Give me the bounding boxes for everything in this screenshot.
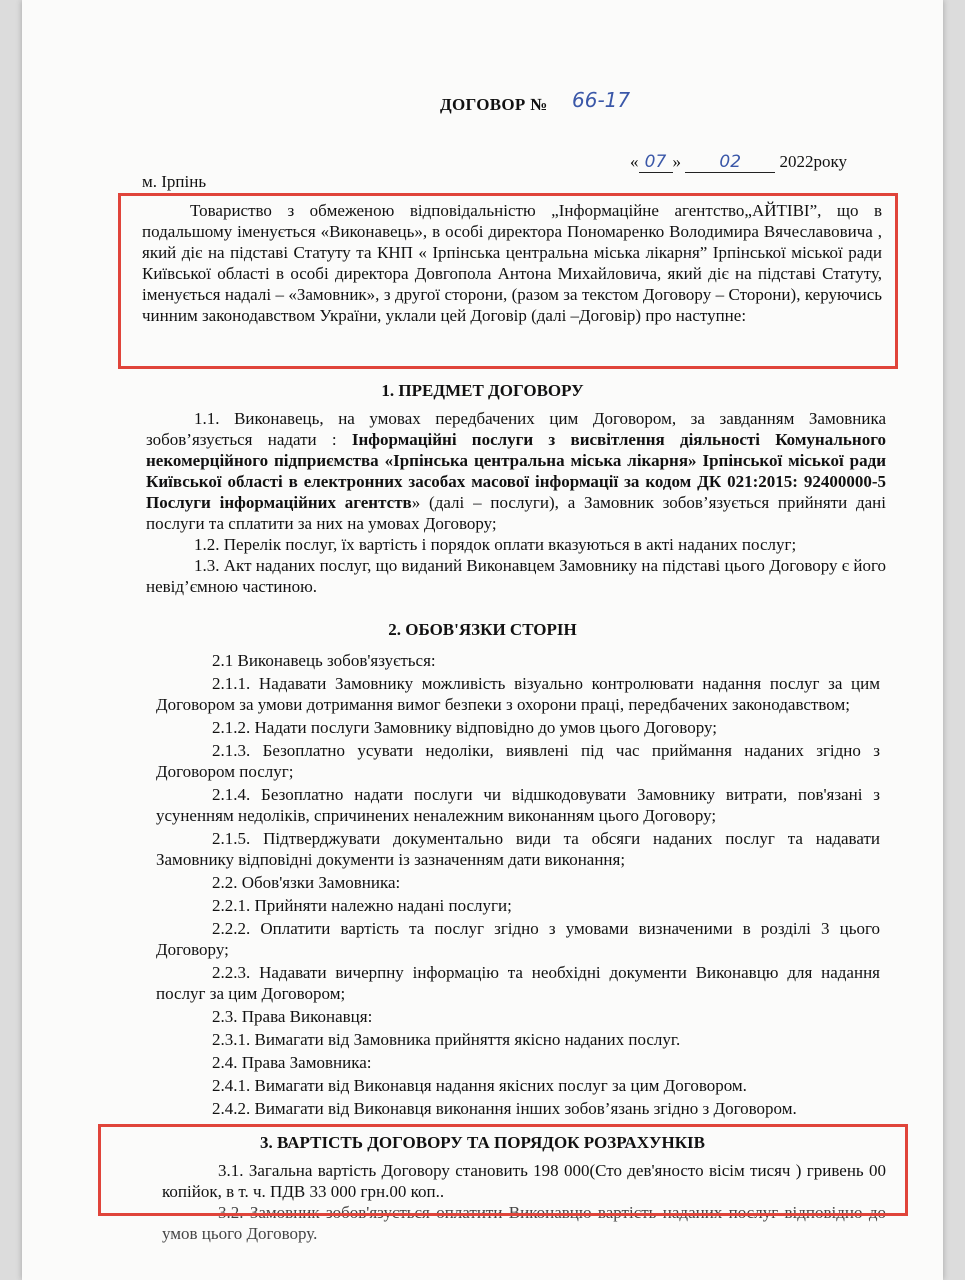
clause-1-2: 1.2. Перелік послуг, їх вартість і порядок оплати вказуються в акті наданих послуг; <box>194 535 797 554</box>
contract-number: 66-17 <box>572 88 631 112</box>
document-page <box>22 0 943 1280</box>
date-month: 02 <box>685 152 775 173</box>
clause-2-1-2: 2.1.2. Надати послуги Замовнику відповідно до умов цього Договору; <box>212 718 717 737</box>
clause-2-2-2: 2.2.2. Оплатити вартість та послуг згідно з умовами визначеними в розділі 3 цього Договору; <box>156 919 880 959</box>
clause-2-2-1: 2.2.1. Прийняти належно надані послуги; <box>212 896 512 915</box>
contract-date: « 07 » 02 2022року <box>630 152 848 172</box>
clause-2-2: 2.2. Обов'язки Замовника: <box>212 873 401 892</box>
clause-1-1: 1.1. Виконавець, на умовах передбачених цим Договором, за завданням Замовника зобов’язується надати : Інформаційні послуги з висвітлення діяльності Комунального некомерційного підприємства «Ірпінська центральна міська лікарня» Ірпінської міської ради Київської області в електронних засобах масової інформації за кодом ДК 021:2015: 92400000-5 Послуги інформаційних агентств» (далі – послуги), а Замовник зобов’язується прийняти дані послуги та сплатити за них на умовах Договору; <box>146 409 886 533</box>
clause-3-1: 3.1. Загальна вартість Договору становить 198 000(Сто дев'яносто вісім тисяч ) гривень 00 копійок, в т. ч. ПДВ 33 000 грн.00 коп.. <box>162 1161 886 1201</box>
clause-2-1-1: 2.1.1. Надавати Замовнику можливість візуально контролювати надання послуг за цим Договором за умови дотримання вимог безпеки з охорони праці, передбачених законодавством; <box>156 674 880 714</box>
clause-2-1-3: 2.1.3. Безоплатно усувати недоліки, виявлені під час приймання наданих згідно з Договором послуг; <box>156 741 880 781</box>
section-1-heading: 1. ПРЕДМЕТ ДОГОВОРУ <box>381 381 584 400</box>
date-year: 2022року <box>779 152 848 171</box>
clause-3-2: 3.2. Замовник зобов'язується оплатити Виконавцю вартість наданих послуг відповідно до умов цього Договору. <box>162 1203 886 1243</box>
clause-2-1: 2.1 Виконавець зобов'язується: <box>212 651 436 670</box>
section-1-body <box>146 408 886 597</box>
date-day: 07 <box>639 152 673 173</box>
city: м. Ірпінь <box>142 172 207 191</box>
clause-2-2-3: 2.2.3. Надавати вичерпну інформацію та необхідні документи Виконавцю для надання послуг за цим Договором; <box>156 963 880 1003</box>
clause-2-3: 2.3. Права Виконавця: <box>212 1007 373 1026</box>
clause-2-1-4: 2.1.4. Безоплатно надати послуги чи відшкодовувати Замовнику витрати, пов'язані з усуненням недоліків, спричинених неналежним виконанням цього Договору; <box>156 785 880 825</box>
intro-paragraph: Товариство з обмеженою відповідальністю „Інформаційне агентство„АЙТІВІ”, що в подальшому іменується «Виконавець», в особі директора Пономаренко Володимира Вячеславовича , який діє на підставі Статуту та КНП « Ірпінська центральна міська лікарня” Ірпінської міської ради Київської області в особі директора Довгопола Антона Михайловича, який діє на підставі Статуту, іменується надалі – «Замовник», з другої сторони, (разом за текстом Договору – Сторони), керуючись чинним законодавством України, уклали цей Договір (далі –Договір) про наступне: <box>142 201 882 325</box>
section-3-heading: 3. ВАРТІСТЬ ДОГОВОРУ ТА ПОРЯДОК РОЗРАХУНКІВ <box>260 1133 705 1152</box>
section-2-body <box>156 650 880 1121</box>
highlight-box-price <box>98 1124 908 1216</box>
clause-2-4-2: 2.4.2. Вимагати від Виконавця виконання інших зобов’язань згідно з Договором. <box>212 1099 797 1118</box>
clause-2-4-1: 2.4.1. Вимагати від Виконавця надання якісних послуг за цим Договором. <box>212 1076 747 1095</box>
clause-2-4: 2.4. Права Замовника: <box>212 1053 372 1072</box>
contract-title: ДОГОВОР № <box>440 95 548 114</box>
clause-2-3-1: 2.3.1. Вимагати від Замовника прийняття якісно наданих послуг. <box>212 1030 681 1049</box>
clause-1-3: 1.3. Акт наданих послуг, що виданий Виконавцем Замовнику на підставі цього Договору є його невід’ємною частиною. <box>146 556 886 596</box>
clause-2-1-5: 2.1.5. Підтверджувати документально види та обсяги наданих послуг та надавати Замовнику відповідні документи із зазначенням дати виконання; <box>156 829 880 869</box>
highlight-box-intro <box>118 193 898 369</box>
section-2-heading: 2. ОБОВ'ЯЗКИ СТОРІН <box>388 620 577 639</box>
